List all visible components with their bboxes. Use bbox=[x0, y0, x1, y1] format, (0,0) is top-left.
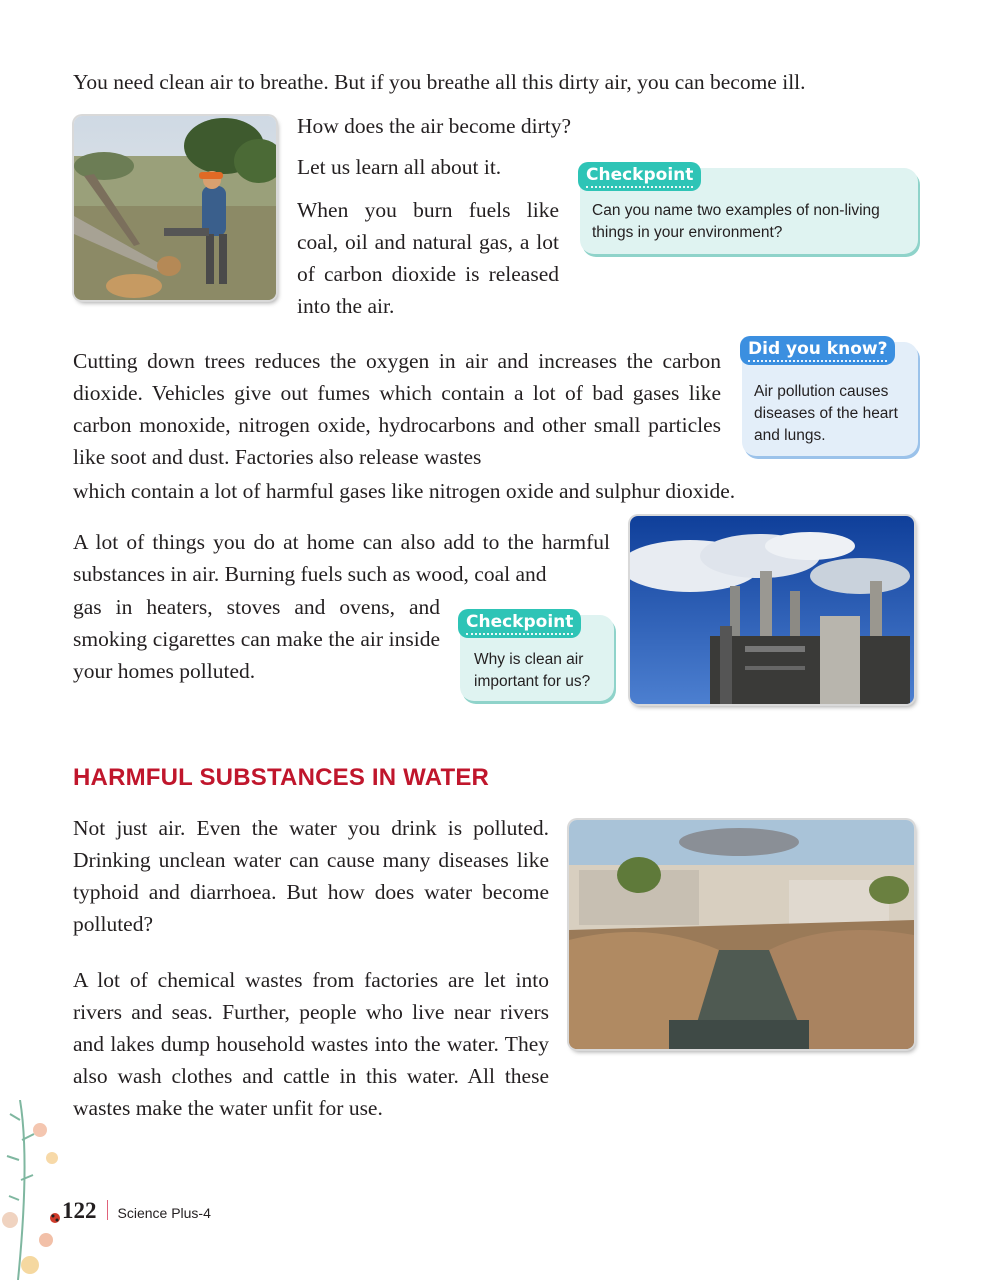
water-intro-paragraph: Not just air. Even the water you drink is polluted. Drinking unclean water can cause many diseases like typhoid and diarrhoea. But how does water become polluted? bbox=[73, 816, 549, 936]
checkpoint-box-2 bbox=[460, 612, 614, 701]
learn-paragraph: Let us learn all about it. bbox=[297, 155, 502, 179]
checkpoint-tag-1: Checkpoint bbox=[578, 162, 701, 191]
page-number: 122 bbox=[62, 1198, 97, 1223]
page-footer bbox=[62, 1198, 211, 1224]
factory-chimneys-photo bbox=[630, 516, 914, 704]
section-heading-water: HARMFUL SUBSTANCES IN WATER bbox=[73, 764, 490, 791]
floral-decoration bbox=[0, 1100, 70, 1280]
tree-cutting-photo bbox=[74, 116, 276, 300]
checkpoint-tag-2: Checkpoint bbox=[458, 609, 581, 638]
question-paragraph: How does the air become dirty? bbox=[297, 114, 572, 138]
intro-paragraph: You need clean air to breathe. But if you breathe all this dirty air, you can become ill. bbox=[73, 70, 806, 94]
polluted-water-photo bbox=[569, 820, 914, 1049]
did-you-know-box bbox=[742, 339, 918, 456]
did-you-know-tag: Did you know? bbox=[740, 336, 895, 365]
chemical-wastes-paragraph: A lot of chemical wastes from factories are let into rivers and seas. Further, people who live near rivers and lakes dump household wastes into the water. They also wash clothes and cattle in this water. All these wastes make the water unfit for use. bbox=[73, 968, 549, 1120]
home-pollution-paragraph-cont: gas in heaters, stoves and ovens, and smoking cigarettes can make the air inside your homes polluted. bbox=[73, 595, 440, 683]
trees-vehicles-paragraph: Cutting down trees reduces the oxygen in air and increases the carbon dioxide. Vehicles give out fumes which contain a lot of bad gases like carbon monoxide, nitrogen oxide, hydrocarbons and other small particles like soot and dust. Factories also release wastes bbox=[73, 349, 721, 469]
checkpoint-text-1: Can you name two examples of non-living things in your environment? bbox=[592, 202, 880, 241]
footer-divider bbox=[107, 1200, 108, 1220]
checkpoint-text-2: Why is clean air important for us? bbox=[474, 651, 591, 690]
home-pollution-paragraph: A lot of things you do at home can also add to the harmful substances in air. Burning fuels such as wood, coal and bbox=[73, 530, 610, 586]
checkpoint-box-1 bbox=[580, 165, 918, 254]
factories-paragraph: which contain a lot of harmful gases like nitrogen oxide and sulphur dioxide. bbox=[73, 479, 736, 503]
did-you-know-text: Air pollution causes diseases of the heart and lungs. bbox=[754, 383, 898, 444]
fuels-paragraph: When you burn fuels like coal, oil and natural gas, a lot of carbon dioxide is released into the air. bbox=[297, 198, 559, 318]
book-title: Science Plus-4 bbox=[117, 1205, 211, 1221]
